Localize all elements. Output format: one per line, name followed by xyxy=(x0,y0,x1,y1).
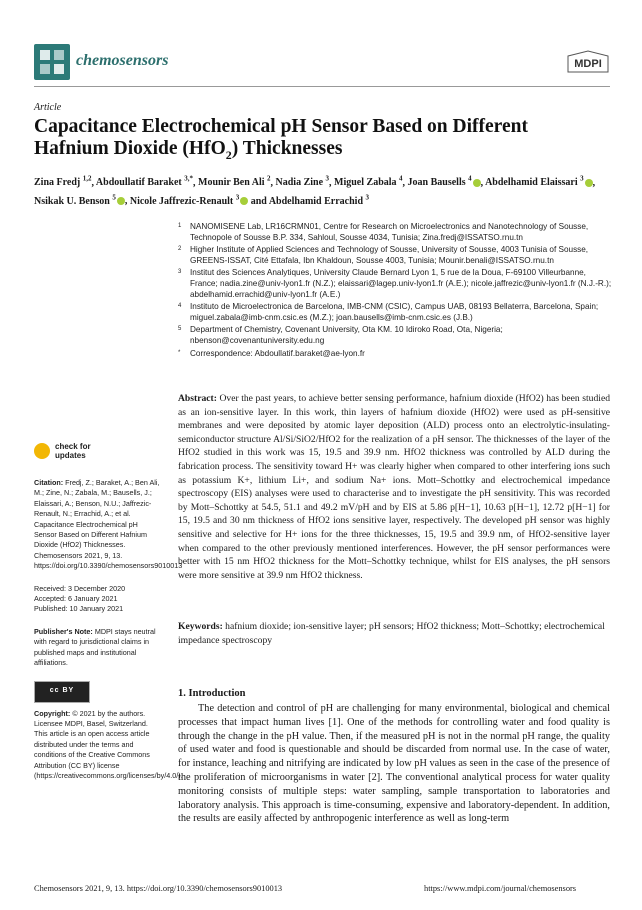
header-rule xyxy=(34,86,610,87)
orcid-icon[interactable] xyxy=(117,197,125,205)
mdpi-logo[interactable] xyxy=(566,50,610,74)
orcid-icon[interactable] xyxy=(585,179,593,187)
author-name: Nsikak U. Benson $^5$ xyxy=(34,196,125,207)
author-name: Zina Fredj $^{1,2}$ xyxy=(34,175,92,189)
abstract: Abstract: Over the past years, to achieve better sensing performance, hafnium dioxide (HfO2) has been studied as an ion-sensitive layer. In this work, thin layers of hafnium dioxide (HfO2) were used as pH-sensitive membranes and were deposited by atomic layer deposition (ALD) process onto an electrolytic-insulating-semiconductor structure Al/Si/SiO2/HfO2 for the realization of a pH sensor. The thicknesses of the layer of the HfO2 studied in this work was 15, 19.5 and 39.9 nm. HfO2 thickness was controlled by ALD during the fabrication process. The sensitivity toward H+ was clearly higher when compared to other interfering ions such as potassium K+, lithium Li+, and sodium Na+ ions. Mott–Schottky and electrochemical impedance spectroscopy (EIS) analyses were used to characterise and to investigate the pH sensitivity. This was recorded by Mott–Schottky at 54.5, 51.1 and 49.2 mV/pH and by EIS at 5.86 p[H−1], 10.63 p[H−1], 12.72 p[H−1] for 15, 19.5 and 30 nm thickness of HfO2 ions sensitive layer, respectively. The developed pH sensor was highly sensitive and selective for H+ ions for the three thicknesses, 15, 19.5 and 39.9 nm, of HfO2-sensitive layer when compared to the other previously mentioned interferences. However, the pH sensor performances were better with 15 nm HfO2 thickness for the Mott–Schottky technique, whilst for EIS analyses, the pH sensors were more sensitive at 39.9 nm HfO2 thickness. xyxy=(178,393,610,581)
affiliation-item: 4 Instituto de Microelectronica de Barcelona, IMB-CNM (CSIC), Campus UAB, 08193 Bellaterra, Barcelona, Spain; miguel.zabala@imb-cnm.csic.es (M.Z.); joan.bausells@imb-cnm.csic.es (J.B.) xyxy=(178,302,599,322)
check-updates-icon xyxy=(34,443,50,459)
check-updates-button[interactable]: check for updates xyxy=(34,442,160,460)
author-name: and Abdelhamid Errachid $^3$ xyxy=(250,193,370,207)
orcid-icon[interactable] xyxy=(473,179,481,187)
affiliation-item: 1 NANOMISENE Lab, LR16CRMN01, Centre for Research on Microelectronics and Nanotechnology of Sousse, Technopole of Sousse B.P. 334, Sahloul, Sousse 4034, Tunisia; Zina.fredj@ISSATSO.rnu.tn xyxy=(178,222,589,242)
footer-url[interactable]: https://www.mdpi.com/journal/chemosensors xyxy=(424,884,577,893)
journal-name[interactable]: chemosensors xyxy=(76,52,169,69)
affiliation-item: 3 Institut des Sciences Analytiques, University Claude Bernard Lyon 1, 5 rue de la Doua, F-69100 Villeurbanne, France; nadia.zine@univ-lyon1.fr (N.Z.); elaissari@lagep.univ-lyon1.fr (A.E.); nicole.jaffrezic@univ-lyon1.fr (N.J.-R.); abdelhamid.errachid@univ-lyon1.fr (A.E.) xyxy=(178,268,612,299)
affiliations xyxy=(178,222,614,361)
author-name: Abdelhamid Elaissari $^3$ xyxy=(485,177,593,188)
svg-text:MDPI: MDPI xyxy=(574,58,602,70)
author-list: Zina Fredj $^{1,2}$, Abdoullatif Baraket $^{3,*}$, Mounir Ben Ali $^2$, Nadia Zine $^3$, Miguel Zabala $^4$, Joan Bausells $^4$ , Abdelhamid Elaissari $^3$ , Nsikak U. Benson $^5$ , Nicole Jaffrezic-Renault $^3$ and Abdelhamid Errachid $^3$ xyxy=(34,175,596,207)
author-name: Nicole Jaffrezic-Renault $^3$ xyxy=(130,196,248,207)
author-name: Miguel Zabala $^4$ xyxy=(334,175,403,189)
copyright: Copyright: © 2021 by the authors. Licensee MDPI, Basel, Switzerland. This article is an open access article distributed under the terms and conditions of the Creative Commons Attribution (CC BY) license (https://creativecommons.org/licenses/by/4.0/). xyxy=(34,708,183,780)
cc-by-badge[interactable]: cc BY xyxy=(34,681,90,703)
section-heading: 1. Introduction xyxy=(178,688,246,699)
author-name: Abdoullatif Baraket $^{3,*}$ xyxy=(95,175,194,189)
sidebar xyxy=(34,442,183,781)
article-type: Article xyxy=(34,102,62,113)
author-name: Joan Bausells $^4$ xyxy=(408,177,481,188)
affiliation-item: 2 Higher Institute of Applied Sciences and Technology of Sousse, University of Sousse, 4003 Tunisia of Sousse, GREENS-ISSAT, Cité Ettafala, Ibn Khaldoun, Sousse 4003, Tunisia; Mounir.benali@ISSATSO.rnu.tn xyxy=(178,245,589,265)
citation: Citation: Fredj, Z.; Baraket, A.; Ben Ali, M.; Zine, N.; Zabala, M.; Bausells, J.; Elaissari, A.; Benson, N.U.; Jaffrezic-Renault, N.; Errachid, A.; et al. Capacitance Electrochemical pH Sensor Based on Different Hafnium Dioxide (HfO2) Thicknesses. Chemosensors 2021, 9, 13. https://doi.org/10.3390/chemosensors9010013 xyxy=(34,478,183,571)
affiliation-item: * Correspondence: Abdoullatif.baraket@ae-lyon.fr xyxy=(178,348,365,358)
dates: Received: 3 December 2020 Accepted: 6 January 2021 Published: 10 January 2021 xyxy=(34,583,126,614)
journal-logo-icon xyxy=(34,44,70,80)
keywords: Keywords: hafnium dioxide; ion-sensitive layer; pH sensors; HfO2 thickness; Mott–Schottky; electrochemical impedance spectroscopy xyxy=(178,621,605,646)
footer-citation[interactable]: Chemosensors 2021, 9, 13. https://doi.org/10.3390/chemosensors9010013 xyxy=(34,884,283,893)
intro-text: The detection and control of pH are challenging for many environmental, biological and chemical processes that impact human lives [1]. One of the methods for controlling water and food quality is through the change in the pH value. Then, if the measured pH is not in the normal pH range, the quality of used water and food is questionable and should be discarded from normal use. In the case of water, for instance, leaching and nitrifying are indicated by low pH values as seen in the case of the presence of the proliferation of microorganisms in water [2]. The conventional analytical process for water quality monitoring consists of multiple steps: water sampling, sample transportation to laboratories and laboratory analysis. This approach is time-consuming, expensive and laboratory-dependent. In addition, the results are easily affected by anthropogenic interference as well as long-term xyxy=(178,703,610,825)
author-name: Mounir Ben Ali $^2$ xyxy=(198,175,271,189)
affiliation-item: 5 Department of Chemistry, Covenant University, Ota KM. 10 Idiroko Road, Ota, Nigeria; nbenson@covenantuniversity.edu.ng xyxy=(178,325,503,345)
publisher-note: Publisher's Note: MDPI stays neutral with regard to jurisdictional claims in published maps and institutional affiliations. xyxy=(34,626,156,668)
paper-title: Capacitance Electrochemical pH Sensor Based on Different Hafnium Dioxide (HfO$_2$) Thicknesses xyxy=(34,116,528,162)
orcid-icon[interactable] xyxy=(240,197,248,205)
author-name: Nadia Zine $^3$ xyxy=(275,175,330,189)
